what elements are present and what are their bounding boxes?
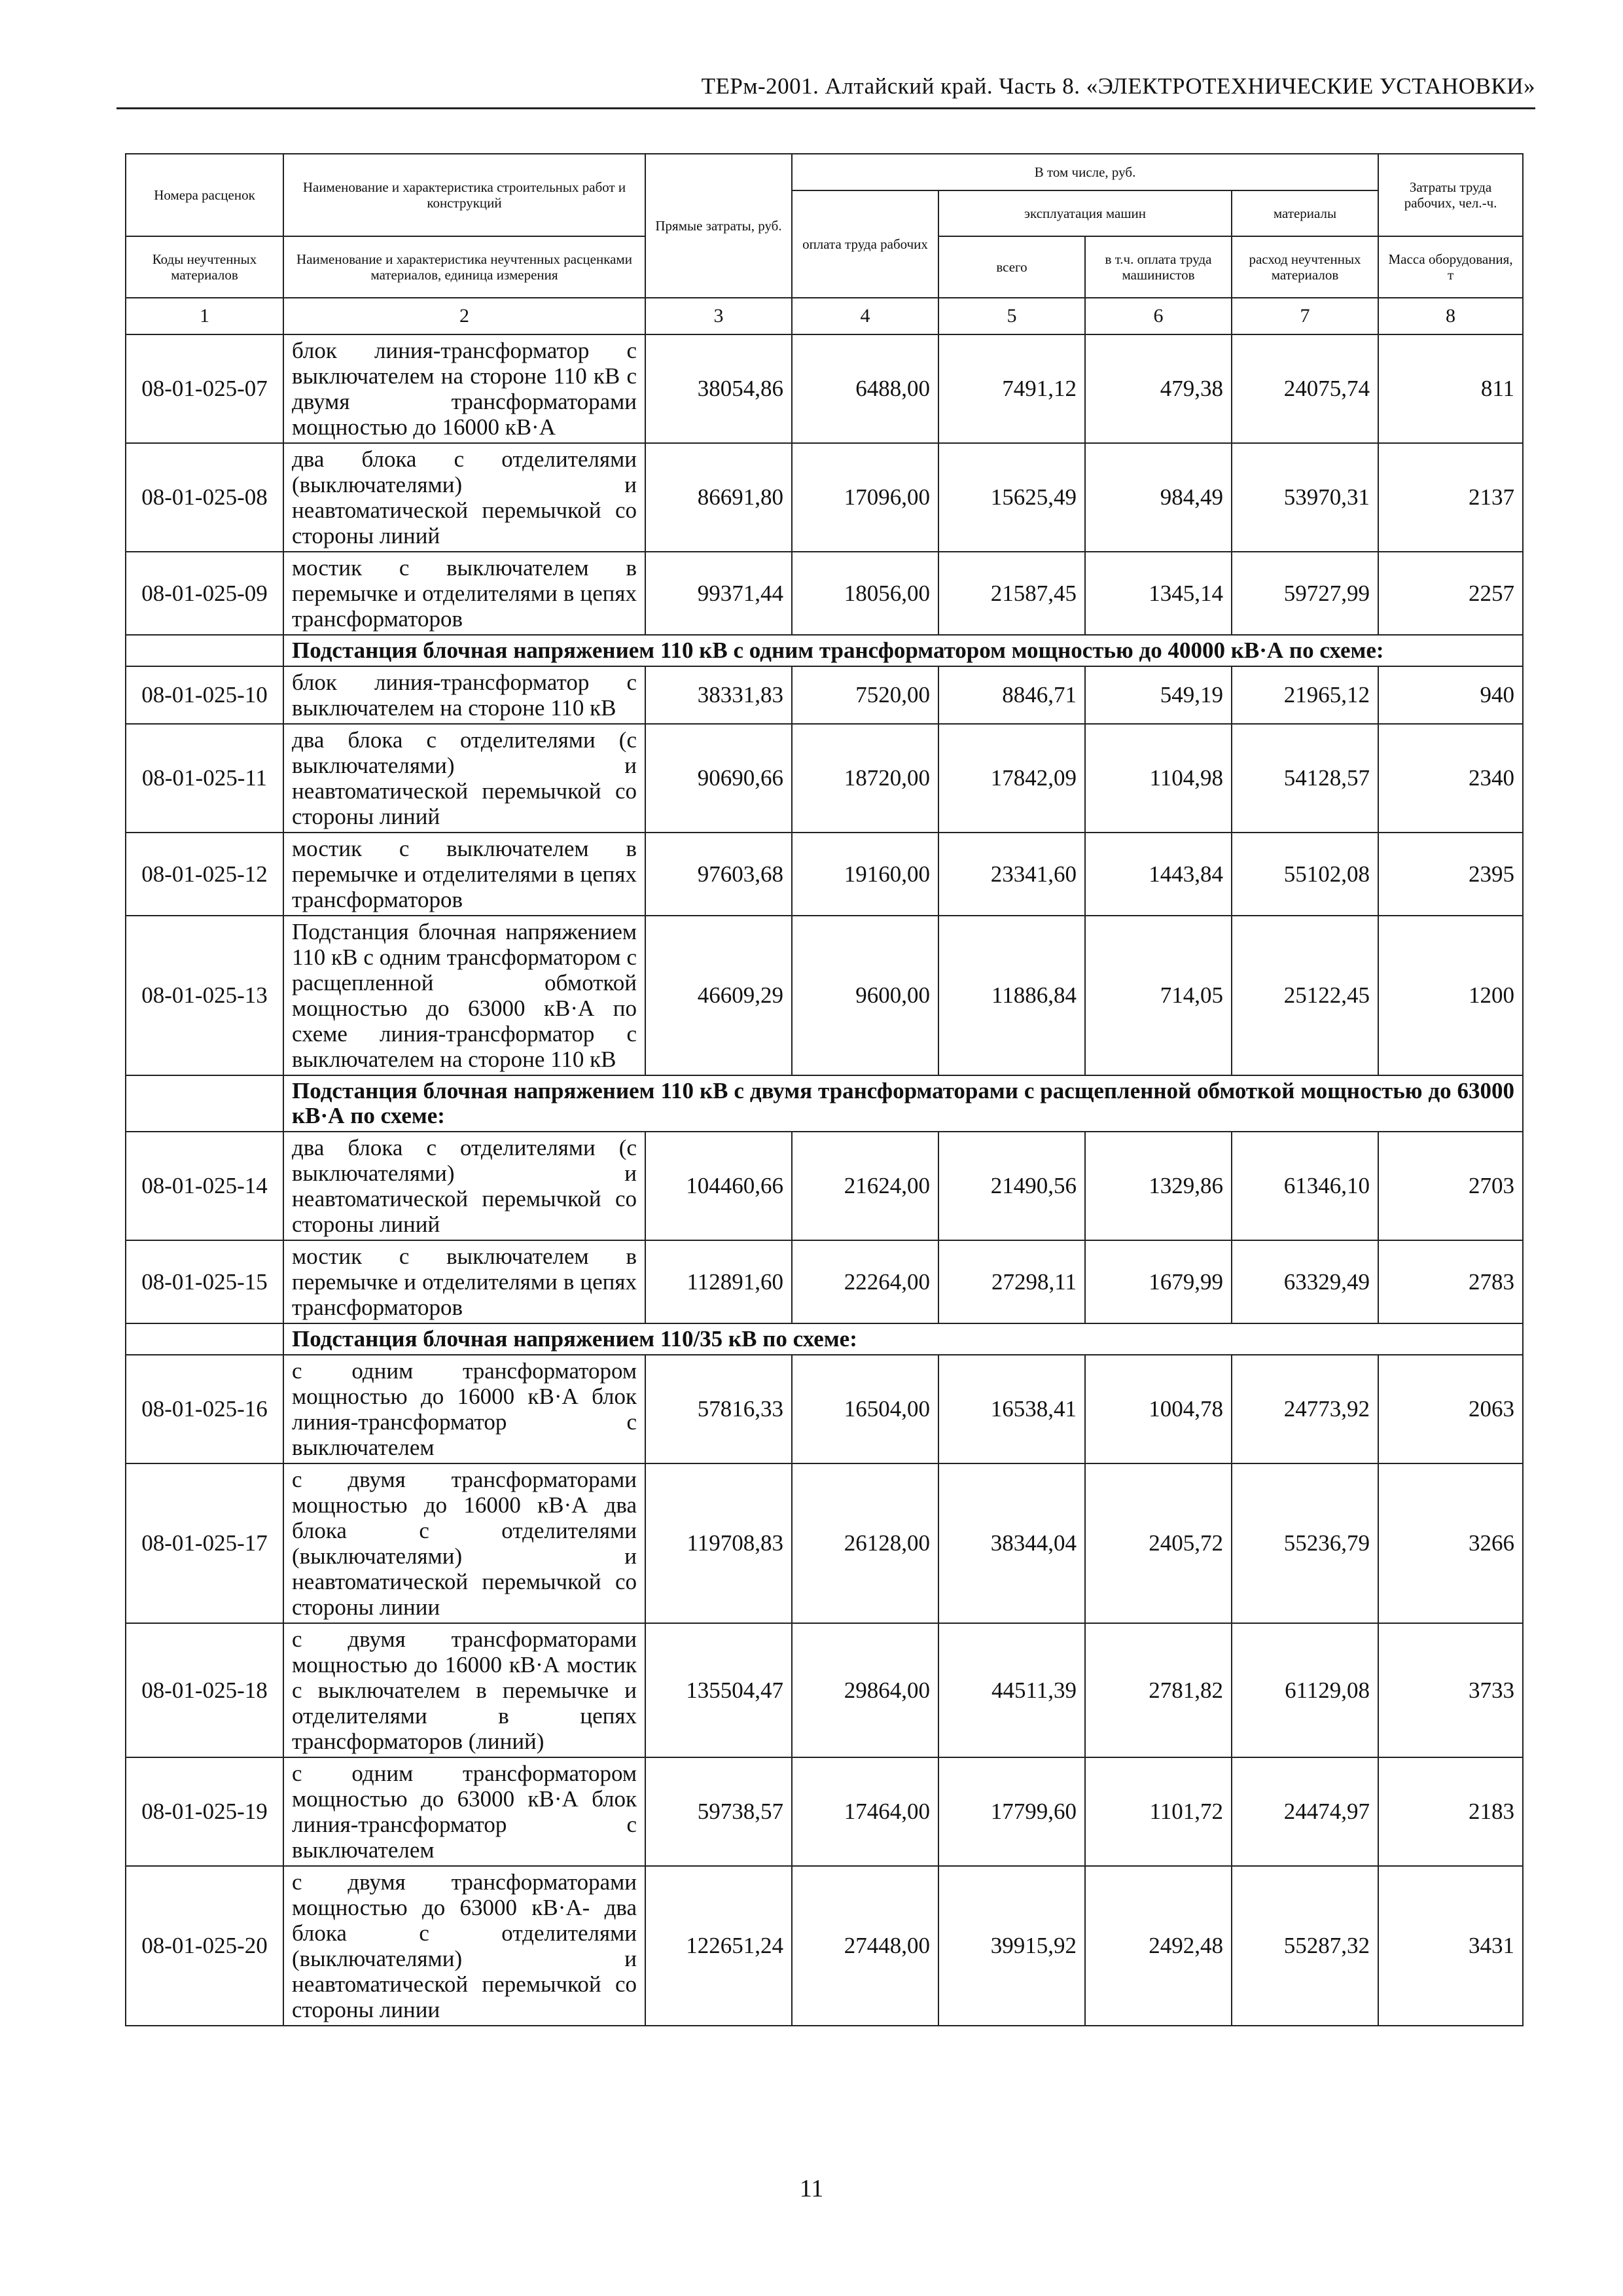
- column-number: 6: [1085, 298, 1232, 334]
- labor-hours: 940: [1378, 666, 1523, 724]
- section-code-cell: [126, 1075, 283, 1132]
- machines-total: 38344,04: [938, 1463, 1085, 1623]
- direct-costs: 46609,29: [645, 916, 792, 1075]
- table-row: [126, 666, 1523, 724]
- labor-hours: 2340: [1378, 724, 1523, 833]
- header-work-description: Наименование и характеристика строительных работ и конструкций: [283, 154, 645, 236]
- workers-pay: 17096,00: [792, 443, 938, 552]
- table-body: [126, 334, 1523, 2026]
- rate-code: 08-01-025-19: [126, 1757, 283, 1866]
- work-description: Подстанция блочная напряжением 110 кВ с одним трансформатором с расщепленной обмоткой мощностью до 63000 кВ·А по схеме линия-трансформатор с выключателем на стороне 110 кВ: [283, 916, 645, 1075]
- machinists-pay: 2781,82: [1085, 1623, 1232, 1757]
- machinists-pay: 1329,86: [1085, 1132, 1232, 1240]
- machinists-pay: 1345,14: [1085, 552, 1232, 635]
- column-number: 1: [126, 298, 283, 334]
- table-header: [126, 154, 1523, 334]
- labor-hours: 2703: [1378, 1132, 1523, 1240]
- table-row: [126, 334, 1523, 443]
- machinists-pay: 1104,98: [1085, 724, 1232, 833]
- direct-costs: 38331,83: [645, 666, 792, 724]
- rate-code: 08-01-025-17: [126, 1463, 283, 1623]
- workers-pay: 17464,00: [792, 1757, 938, 1866]
- direct-costs: 38054,86: [645, 334, 792, 443]
- machinists-pay: 1004,78: [1085, 1355, 1232, 1463]
- rate-code: 08-01-025-20: [126, 1866, 283, 2026]
- work-description: с одним трансформатором мощностью до 63000 кВ·А блок линия-трансформатор с выключателем: [283, 1757, 645, 1866]
- labor-hours: 3431: [1378, 1866, 1523, 2026]
- materials-cost: 24474,97: [1232, 1757, 1378, 1866]
- labor-hours: 3733: [1378, 1623, 1523, 1757]
- machinists-pay: 2492,48: [1085, 1866, 1232, 2026]
- work-description: с двумя трансформаторами мощностью до 16000 кВ·А два блока с отделителями (выключателями) и неавтоматической перемычкой со стороны линии: [283, 1463, 645, 1623]
- direct-costs: 135504,47: [645, 1623, 792, 1757]
- workers-pay: 6488,00: [792, 334, 938, 443]
- page-number: 11: [799, 2175, 824, 2202]
- machinists-pay: 549,19: [1085, 666, 1232, 724]
- rate-code: 08-01-025-07: [126, 334, 283, 443]
- labor-hours: 2395: [1378, 833, 1523, 916]
- materials-cost: 61346,10: [1232, 1132, 1378, 1240]
- column-number: 2: [283, 298, 645, 334]
- labor-hours: 2257: [1378, 552, 1523, 635]
- direct-costs: 86691,80: [645, 443, 792, 552]
- workers-pay: 19160,00: [792, 833, 938, 916]
- rate-code: 08-01-025-09: [126, 552, 283, 635]
- machines-total: 39915,92: [938, 1866, 1085, 2026]
- workers-pay: 22264,00: [792, 1240, 938, 1323]
- materials-cost: 61129,08: [1232, 1623, 1378, 1757]
- table-row: [126, 1866, 1523, 2026]
- materials-cost: 24075,74: [1232, 334, 1378, 443]
- header-machines: эксплуатация машин: [938, 190, 1232, 236]
- machines-total: 8846,71: [938, 666, 1085, 724]
- section-code-cell: [126, 635, 283, 666]
- machinists-pay: 984,49: [1085, 443, 1232, 552]
- machines-total: 21490,56: [938, 1132, 1085, 1240]
- labor-hours: 2183: [1378, 1757, 1523, 1866]
- workers-pay: 26128,00: [792, 1463, 938, 1623]
- rate-code: 08-01-025-13: [126, 916, 283, 1075]
- section-code-cell: [126, 1323, 283, 1355]
- labor-hours: 2063: [1378, 1355, 1523, 1463]
- table-row: [126, 1463, 1523, 1623]
- section-row: [126, 1075, 1523, 1132]
- section-title: Подстанция блочная напряжением 110 кВ с одним трансформатором мощностью до 40000 кВ·А по схеме:: [283, 635, 1523, 666]
- machines-total: 15625,49: [938, 443, 1085, 552]
- column-number: 3: [645, 298, 792, 334]
- workers-pay: 9600,00: [792, 916, 938, 1075]
- header-direct-costs: Прямые затраты, руб.: [645, 154, 792, 298]
- rate-code: 08-01-025-11: [126, 724, 283, 833]
- column-number: 8: [1378, 298, 1523, 334]
- running-header: [116, 71, 1535, 109]
- work-description: два блока с отделителями (выключателями) и неавтоматической перемычкой со стороны линий: [283, 443, 645, 552]
- machinists-pay: 1443,84: [1085, 833, 1232, 916]
- machines-total: 27298,11: [938, 1240, 1085, 1323]
- work-description: два блока с отделителями (с выключателями) и неавтоматической перемычкой со стороны линий: [283, 724, 645, 833]
- table-row: [126, 1355, 1523, 1463]
- work-description: блок линия-трансформатор с выключателем на стороне 110 кВ с двумя трансформаторами мощностью до 16000 кВ·А: [283, 334, 645, 443]
- machines-total: 44511,39: [938, 1623, 1085, 1757]
- column-number: 7: [1232, 298, 1378, 334]
- direct-costs: 99371,44: [645, 552, 792, 635]
- machinists-pay: 1101,72: [1085, 1757, 1232, 1866]
- table-row: [126, 833, 1523, 916]
- header-unaccounted-materials: расход неучтенных материалов: [1232, 236, 1378, 298]
- direct-costs: 97603,68: [645, 833, 792, 916]
- workers-pay: 16504,00: [792, 1355, 938, 1463]
- workers-pay: 18056,00: [792, 552, 938, 635]
- running-header-title: ТЕРм-2001. Алтайский край. Часть 8. «ЭЛЕКТРОТЕХНИЧЕСКИЕ УСТАНОВКИ»: [701, 73, 1535, 99]
- header-workers-pay: оплата труда рабочих: [792, 190, 938, 298]
- workers-pay: 29864,00: [792, 1623, 938, 1757]
- direct-costs: 104460,66: [645, 1132, 792, 1240]
- work-description: два блока с отделителями (с выключателями) и неавтоматической перемычкой со стороны линий: [283, 1132, 645, 1240]
- machines-total: 7491,12: [938, 334, 1085, 443]
- rate-code: 08-01-025-16: [126, 1355, 283, 1463]
- rate-code: 08-01-025-15: [126, 1240, 283, 1323]
- table-row: [126, 443, 1523, 552]
- work-description: с двумя трансформаторами мощностью до 16000 кВ·А мостик с выключателем в перемычке и отделителями в цепях трансформаторов (линий): [283, 1623, 645, 1757]
- machines-total: 11886,84: [938, 916, 1085, 1075]
- materials-cost: 55102,08: [1232, 833, 1378, 916]
- materials-cost: 25122,45: [1232, 916, 1378, 1075]
- rate-code: 08-01-025-18: [126, 1623, 283, 1757]
- work-description: мостик с выключателем в перемычке и отделителями в цепях трансформаторов: [283, 833, 645, 916]
- labor-hours: 2137: [1378, 443, 1523, 552]
- table-row: [126, 724, 1523, 833]
- machines-total: 21587,45: [938, 552, 1085, 635]
- table-row: [126, 1757, 1523, 1866]
- materials-cost: 55236,79: [1232, 1463, 1378, 1623]
- direct-costs: 57816,33: [645, 1355, 792, 1463]
- direct-costs: 112891,60: [645, 1240, 792, 1323]
- machines-total: 23341,60: [938, 833, 1085, 916]
- header-material-codes: Коды неучтенных материалов: [126, 236, 283, 298]
- header-machinists-pay: в т.ч. оплата труда машинистов: [1085, 236, 1232, 298]
- work-description: блок линия-трансформатор с выключателем на стороне 110 кВ: [283, 666, 645, 724]
- header-material-description: Наименование и характеристика неучтенных расценками материалов, единица измерения: [283, 236, 645, 298]
- header-equipment-mass: Масса оборудования, т: [1378, 236, 1523, 298]
- header-labor-hours: Затраты труда рабочих, чел.-ч.: [1378, 154, 1523, 236]
- labor-hours: 1200: [1378, 916, 1523, 1075]
- machines-total: 16538,41: [938, 1355, 1085, 1463]
- section-row: [126, 1323, 1523, 1355]
- rate-code: 08-01-025-08: [126, 443, 283, 552]
- work-description: мостик с выключателем в перемычке и отделителями в цепях трансформаторов: [283, 552, 645, 635]
- work-description: мостик с выключателем в перемычке и отделителями в цепях трансформаторов: [283, 1240, 645, 1323]
- rate-code: 08-01-025-14: [126, 1132, 283, 1240]
- materials-cost: 63329,49: [1232, 1240, 1378, 1323]
- materials-cost: 54128,57: [1232, 724, 1378, 833]
- materials-cost: 24773,92: [1232, 1355, 1378, 1463]
- workers-pay: 7520,00: [792, 666, 938, 724]
- direct-costs: 59738,57: [645, 1757, 792, 1866]
- header-including: В том числе, руб.: [792, 154, 1378, 190]
- price-table: [125, 153, 1524, 2026]
- labor-hours: 811: [1378, 334, 1523, 443]
- column-number: 5: [938, 298, 1085, 334]
- column-number: 4: [792, 298, 938, 334]
- direct-costs: 90690,66: [645, 724, 792, 833]
- workers-pay: 27448,00: [792, 1866, 938, 2026]
- labor-hours: 2783: [1378, 1240, 1523, 1323]
- workers-pay: 21624,00: [792, 1132, 938, 1240]
- materials-cost: 59727,99: [1232, 552, 1378, 635]
- section-title: Подстанция блочная напряжением 110 кВ с двумя трансформаторами с расщепленной обмоткой мощностью до 63000 кВ·А по схеме:: [283, 1075, 1523, 1132]
- section-row: [126, 635, 1523, 666]
- table-row: [126, 1132, 1523, 1240]
- machinists-pay: 2405,72: [1085, 1463, 1232, 1623]
- rate-code: 08-01-025-10: [126, 666, 283, 724]
- materials-cost: 53970,31: [1232, 443, 1378, 552]
- labor-hours: 3266: [1378, 1463, 1523, 1623]
- machinists-pay: 479,38: [1085, 334, 1232, 443]
- machinists-pay: 1679,99: [1085, 1240, 1232, 1323]
- materials-cost: 55287,32: [1232, 1866, 1378, 2026]
- work-description: с одним трансформатором мощностью до 16000 кВ·А блок линия-трансформатор с выключателем: [283, 1355, 645, 1463]
- workers-pay: 18720,00: [792, 724, 938, 833]
- table-row: [126, 1623, 1523, 1757]
- table-row: [126, 1240, 1523, 1323]
- table-row: [126, 552, 1523, 635]
- column-numbers-row: [126, 298, 1523, 334]
- table-row: [126, 916, 1523, 1075]
- work-description: с двумя трансформаторами мощностью до 63000 кВ·А- два блока с отделителями (выключателями) и неавтоматической перемычкой со стороны линии: [283, 1866, 645, 2026]
- direct-costs: 122651,24: [645, 1866, 792, 2026]
- machines-total: 17842,09: [938, 724, 1085, 833]
- header-machines-total: всего: [938, 236, 1085, 298]
- machinists-pay: 714,05: [1085, 916, 1232, 1075]
- header-materials: материалы: [1232, 190, 1378, 236]
- machines-total: 17799,60: [938, 1757, 1085, 1866]
- section-title: Подстанция блочная напряжением 110/35 кВ по схеме:: [283, 1323, 1523, 1355]
- direct-costs: 119708,83: [645, 1463, 792, 1623]
- header-rate-numbers: Номера расценок: [126, 154, 283, 236]
- rate-code: 08-01-025-12: [126, 833, 283, 916]
- materials-cost: 21965,12: [1232, 666, 1378, 724]
